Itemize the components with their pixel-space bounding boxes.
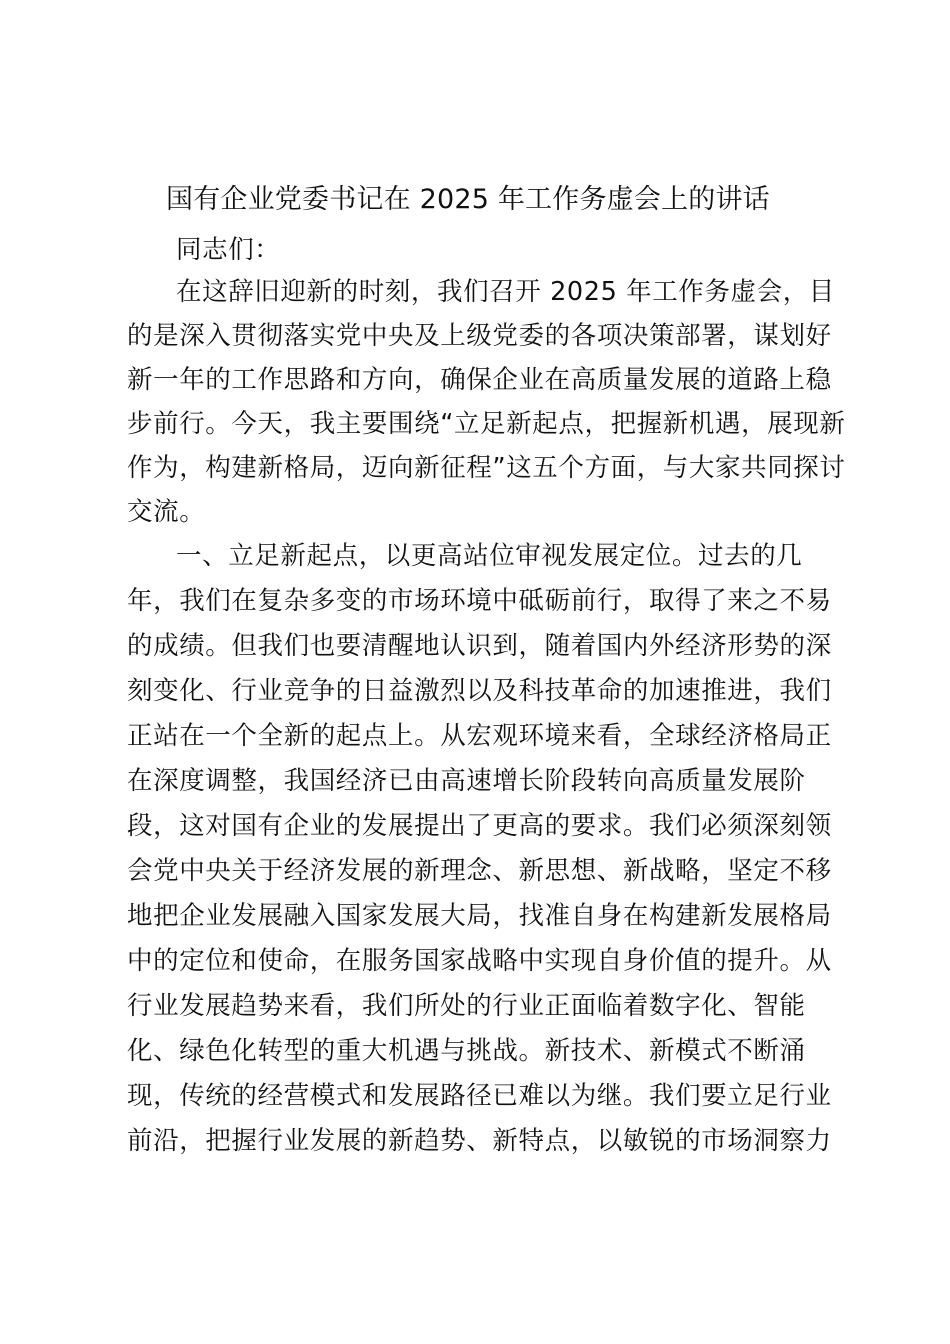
paragraph-line: 在这辞旧迎新的时刻，我们召开 2025 年工作务虚会，目 xyxy=(176,277,835,307)
paragraph-line: 新一年的工作思路和方向，确保企业在高质量发展的道路上稳 xyxy=(127,365,832,395)
paragraph-line: 在深度调整，我国经济已由高速增长阶段转向高质量发展阶 xyxy=(127,766,806,796)
paragraph-line: 刻变化、行业竞争的日益激烈以及科技革命的加速推进，我们 xyxy=(127,676,832,706)
paragraph-line: 地把企业发展融入国家发展大局，找准自身在构建新发展格局 xyxy=(127,901,832,931)
paragraph-line: 步前行。今天，我主要围绕“立足新起点，把握新机遇，展现新 xyxy=(127,409,846,439)
paragraph-line: 行业发展趋势来看，我们所处的行业正面临着数字化、智能 xyxy=(127,991,806,1021)
paragraph-line: 的是深入贯彻落实党中央及上级党委的各项决策部署，谋划好 xyxy=(127,321,832,351)
paragraph-line: 年，我们在复杂多变的市场环境中砥砺前行，取得了来之不易 xyxy=(127,586,832,616)
paragraph-line: 作为，构建新格局，迈向新征程”这五个方面，与大家共同探讨 xyxy=(127,453,846,483)
document-title: 国有企业党委书记在 2025 年工作务虚会上的讲话 xyxy=(166,184,770,215)
paragraph-line: 段，这对国有企业的发展提出了更高的要求。我们必须深刻领 xyxy=(127,811,832,841)
salutation: 同志们： xyxy=(176,235,281,265)
paragraph-line: 的成绩。但我们也要清醒地认识到，随着国内外经济形势的深 xyxy=(127,631,832,661)
paragraph-line: 正站在一个全新的起点上。从宏观环境来看，全球经济格局正 xyxy=(127,721,832,751)
paragraph-line: 现，传统的经营模式和发展路径已难以为继。我们要立足行业 xyxy=(127,1081,832,1111)
paragraph-line: 前沿，把握行业发展的新趋势、新特点，以敏锐的市场洞察力 xyxy=(127,1126,832,1156)
paragraph-line: 中的定位和使命，在服务国家战略中实现自身价值的提升。从 xyxy=(127,946,832,976)
paragraph-line: 交流。 xyxy=(127,497,206,527)
paragraph-line: 会党中央关于经济发展的新理念、新思想、新战略，坚定不移 xyxy=(127,856,832,886)
paragraph-line: 化、绿色化转型的重大机遇与挑战。新技术、新模式不断涌 xyxy=(127,1036,806,1066)
section-heading-line: 一、立足新起点，以更高站位审视发展定位。过去的几 xyxy=(176,541,803,571)
